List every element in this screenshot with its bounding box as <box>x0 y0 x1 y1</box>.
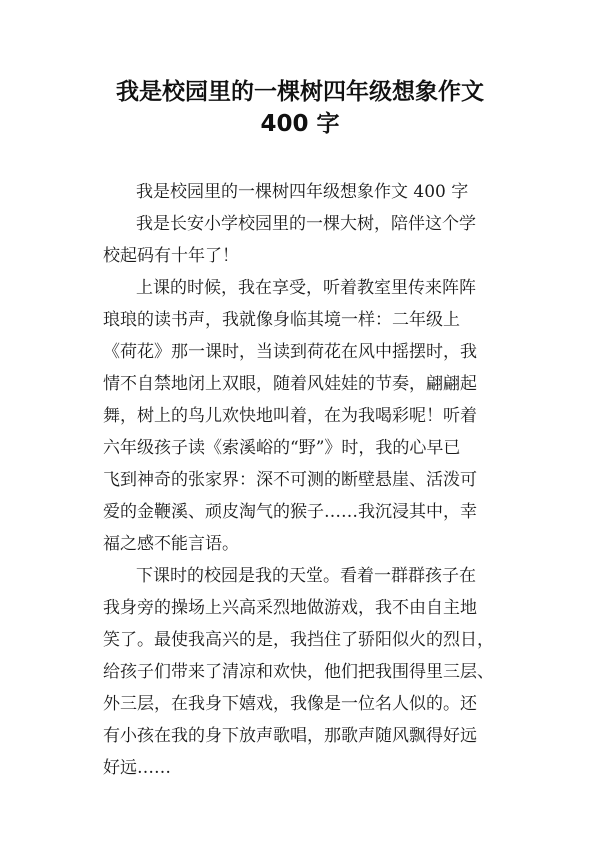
paragraph-line: 福之感不能言语。 <box>103 534 239 554</box>
paragraph-line: 飞到神奇的张家界：深不可测的断壁悬崖、活泼可 <box>103 470 477 490</box>
paragraph-line: 好远…… <box>103 758 171 778</box>
paragraph-line: 我身旁的操场上兴高采烈地做游戏，我不由自主地 <box>103 598 477 618</box>
paragraph-line: 校起码有十年了！ <box>103 246 239 266</box>
paragraph-line: 六年级孩子读《索溪峪的“野”》时，我的心早已 <box>103 438 461 458</box>
paragraph-line: 下课时的校园是我的天堂。看着一群群孩子在 <box>136 566 476 586</box>
paragraph-line: 琅琅的读书声，我就像身临其境一样：二年级上 <box>103 310 460 330</box>
paragraph-line: 给孩子们带来了清凉和欢快，他们把我围得里三层、 <box>103 662 494 682</box>
paragraph-line: 外三层，在我身下嬉戏，我像是一位名人似的。还 <box>103 694 477 714</box>
paragraph-line: 舞，树上的鸟儿欢快地叫着，在为我喝彩呢！听着 <box>103 406 477 426</box>
paragraph-line: 我是长安小学校园里的一棵大树，陪伴这个学 <box>136 214 476 234</box>
paragraph-line: 我是校园里的一棵树四年级想象作文 400 字 <box>136 182 469 202</box>
document-title-line-1: 我是校园里的一棵树四年级想象作文 <box>116 79 484 105</box>
document-title-line-2: 400 字 <box>260 111 340 137</box>
paragraph-line: 有小孩在我的身下放声歌唱，那歌声随风飘得好远 <box>103 726 477 746</box>
paragraph-line: 上课的时候，我在享受，听着教室里传来阵阵 <box>136 278 476 298</box>
paragraph-line: 情不自禁地闭上双眼，随着风娃娃的节奏，翩翩起 <box>103 374 477 394</box>
paragraph-line: 爱的金鞭溪、顽皮淘气的猴子……我沉浸其中，幸 <box>103 502 477 522</box>
paragraph-line: 笑了。最使我高兴的是，我挡住了骄阳似火的烈日， <box>103 630 494 650</box>
paragraph-line: 《荷花》那一课时，当读到荷花在风中摇摆时，我 <box>103 342 477 362</box>
